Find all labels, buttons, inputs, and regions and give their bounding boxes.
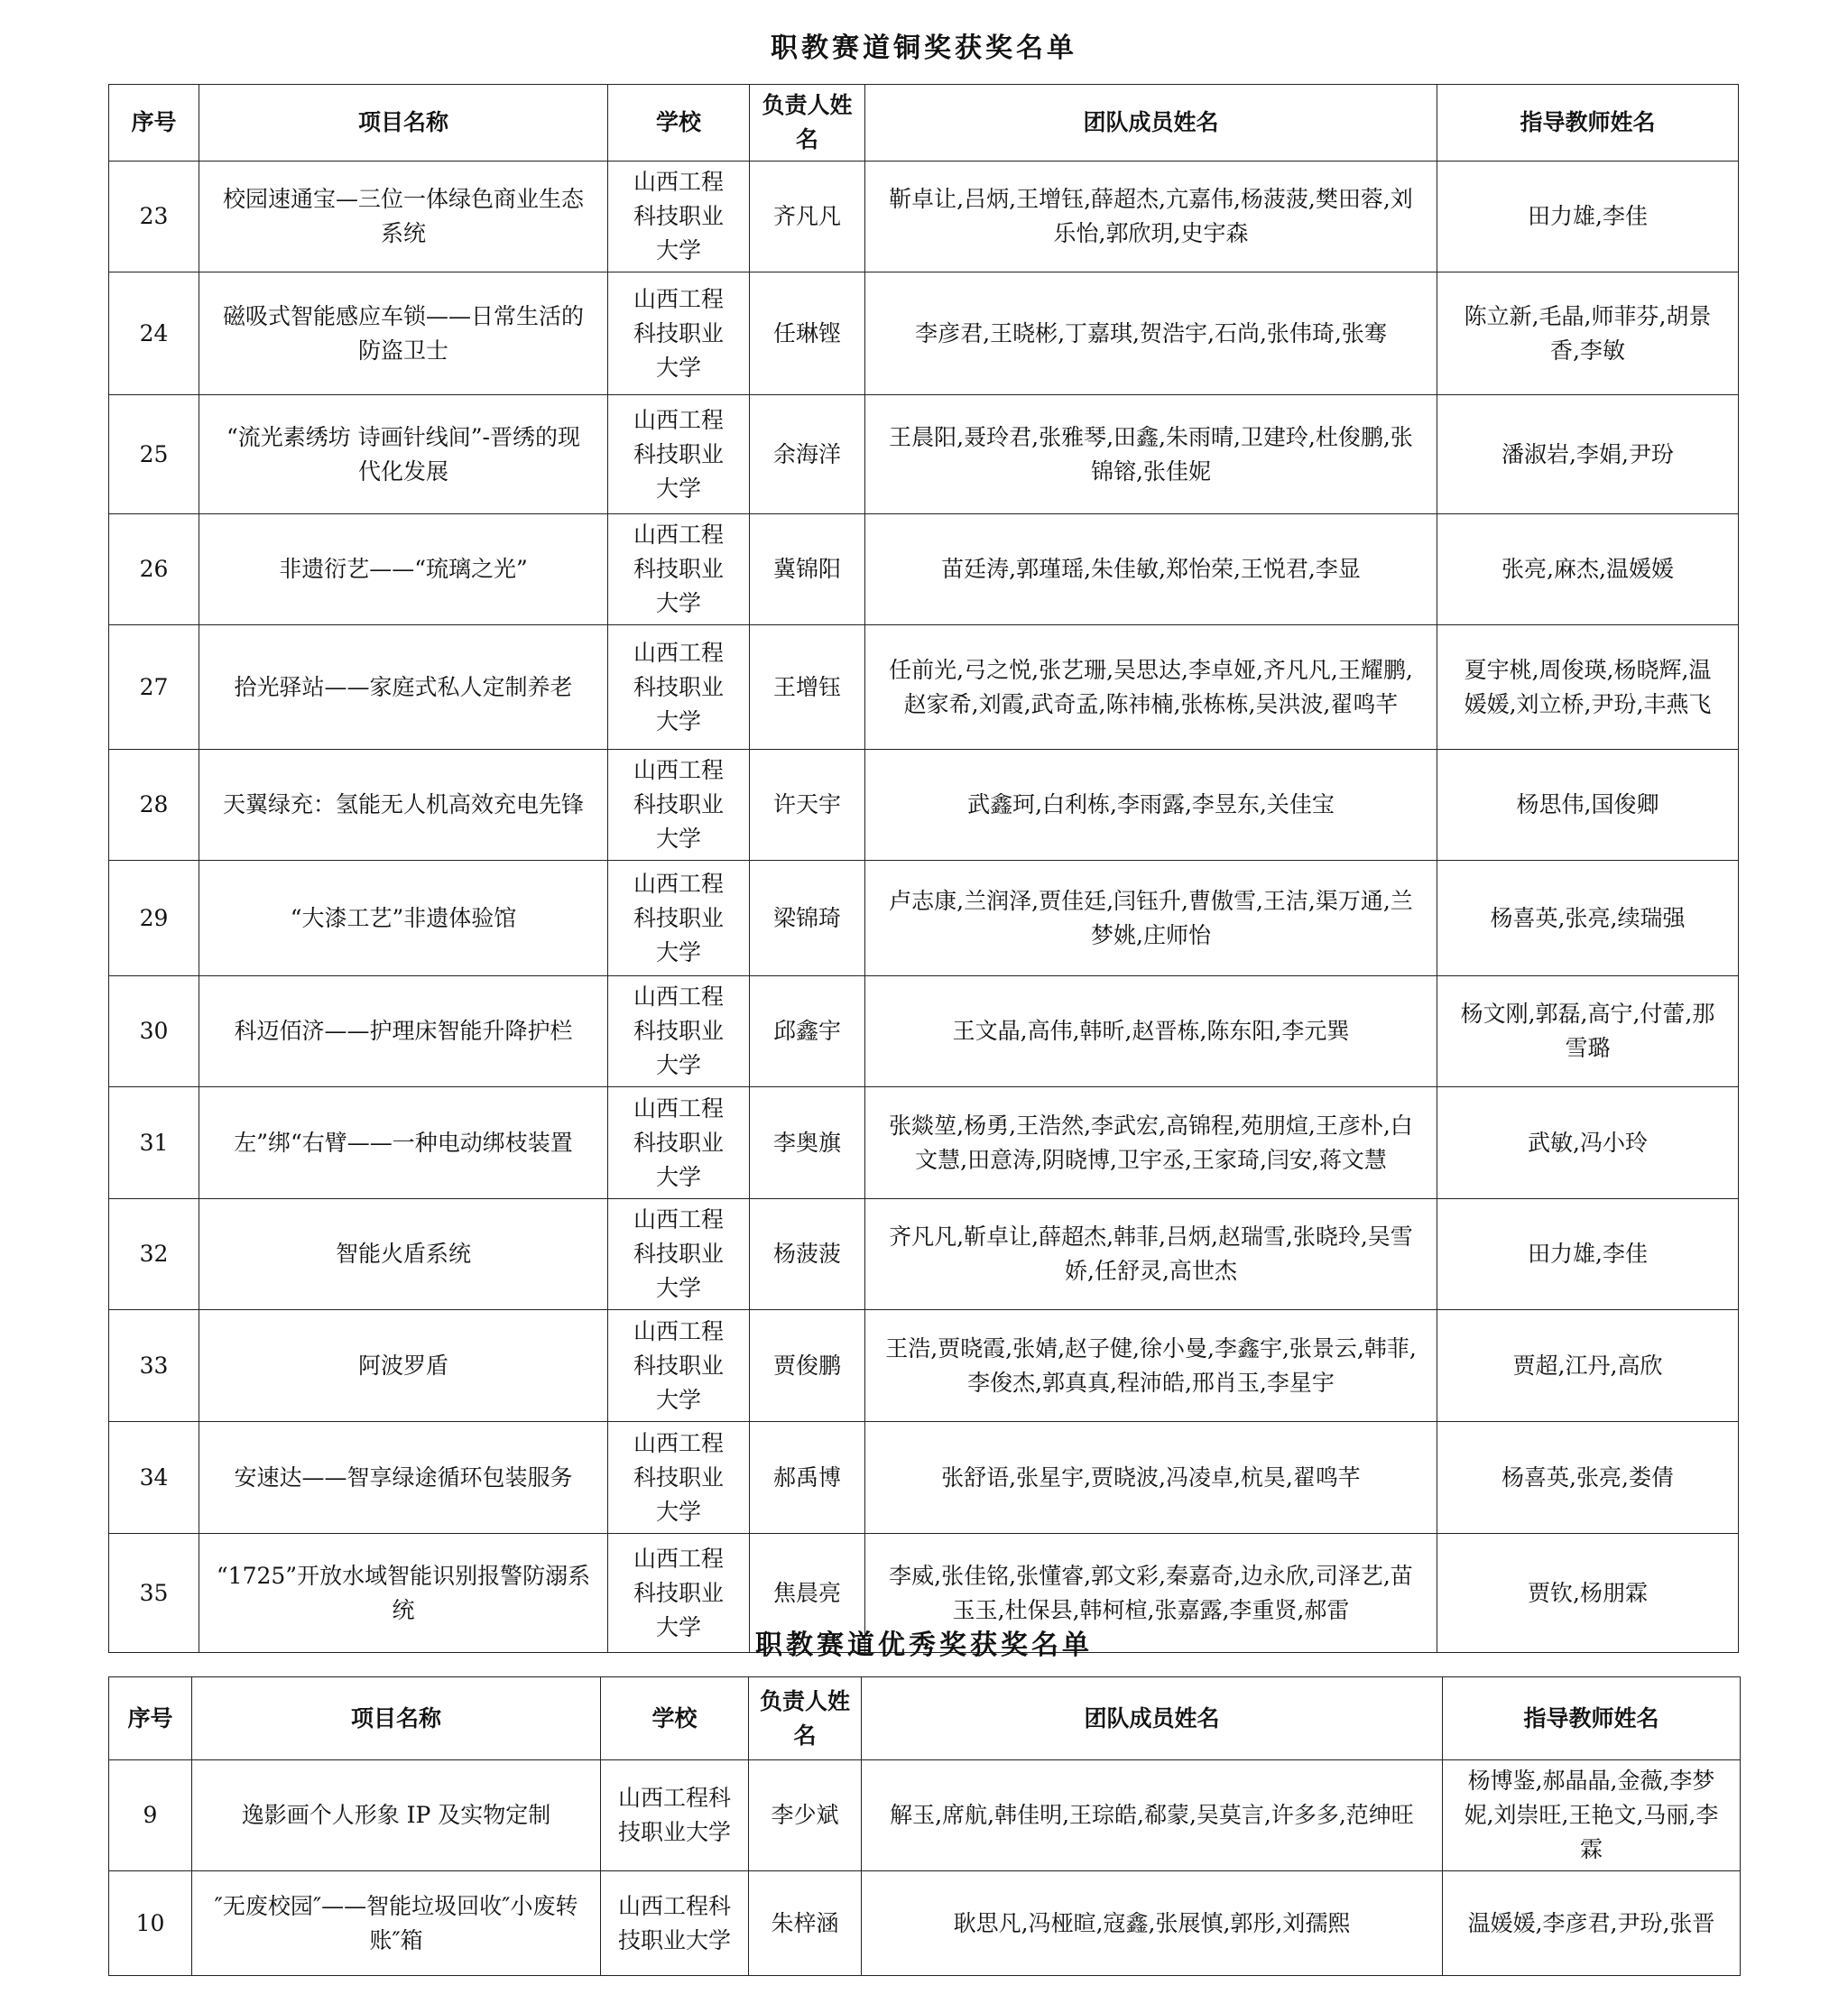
cell-no: 32 <box>109 1199 199 1310</box>
bronze-award-table <box>108 84 1739 1653</box>
cell-advisors: 杨文刚,郭磊,高宁,付蕾,那雪璐 <box>1437 976 1739 1087</box>
table-row <box>109 162 1739 272</box>
table-header-row <box>109 1677 1741 1760</box>
cell-no: 23 <box>109 162 199 272</box>
cell-leader: 邱鑫宇 <box>750 976 865 1087</box>
cell-no: 31 <box>109 1087 199 1199</box>
cell-leader: 梁锦琦 <box>750 861 865 976</box>
table-row <box>109 1760 1741 1871</box>
table-row <box>109 976 1739 1087</box>
table-row <box>109 861 1739 976</box>
cell-school: 山西工程科技职业大学 <box>608 861 750 976</box>
cell-school: 山西工程科技职业大学 <box>608 514 750 625</box>
cell-members: 王浩,贾晓霞,张婧,赵子健,徐小曼,李鑫宇,张景云,韩菲,李俊杰,郭真真,程沛皓,邢肖玉,李星宇 <box>865 1310 1437 1422</box>
cell-no: 27 <box>109 625 199 750</box>
cell-project: “1725”开放水域智能识别报警防溺系统 <box>199 1534 608 1653</box>
cell-members: 解玉,席航,韩佳明,王琮皓,郗蒙,吴莫言,许多多,范绅旺 <box>862 1760 1443 1871</box>
cell-school: 山西工程科技职业大学 <box>608 1534 750 1653</box>
cell-members: 武鑫珂,白利栋,李雨露,李昱东,关佳宝 <box>865 750 1437 861</box>
table-row <box>109 750 1739 861</box>
header-school: 学校 <box>608 85 750 162</box>
table-row <box>109 1871 1741 1976</box>
cell-no: 33 <box>109 1310 199 1422</box>
cell-no: 35 <box>109 1534 199 1653</box>
cell-project: “大漆工艺”非遗体验馆 <box>199 861 608 976</box>
cell-leader: 余海洋 <box>750 395 865 514</box>
cell-advisors: 夏宇桃,周俊瑛,杨晓辉,温媛媛,刘立桥,尹玢,丰燕飞 <box>1437 625 1739 750</box>
cell-advisors: 陈立新,毛晶,师菲芬,胡景香,李敏 <box>1437 272 1739 395</box>
table-row <box>109 395 1739 514</box>
cell-school: 山西工程科技职业大学 <box>608 162 750 272</box>
cell-leader: 李奥旗 <box>750 1087 865 1199</box>
cell-members: 靳卓让,吕炳,王增钰,薛超杰,亢嘉伟,杨菠菠,樊田蓉,刘乐怡,郭欣玥,史宇森 <box>865 162 1437 272</box>
cell-members: 任前光,弓之悦,张艺珊,吴思达,李卓娅,齐凡凡,王耀鹏,赵家希,刘霞,武奇孟,陈祎楠,张栋栋,吴洪波,翟鸣芊 <box>865 625 1437 750</box>
cell-school: 山西工程科技职业大学 <box>608 1087 750 1199</box>
cell-no: 26 <box>109 514 199 625</box>
cell-school: 山西工程科技职业大学 <box>601 1871 749 1976</box>
cell-members: 苗廷涛,郭瑾瑶,朱佳敏,郑怡荣,王悦君,李显 <box>865 514 1437 625</box>
cell-advisors: 张亮,麻杰,温媛媛 <box>1437 514 1739 625</box>
cell-school: 山西工程科技职业大学 <box>608 1422 750 1534</box>
cell-school: 山西工程科技职业大学 <box>608 976 750 1087</box>
cell-leader: 贾俊鹏 <box>750 1310 865 1422</box>
header-advisors: 指导教师姓名 <box>1443 1677 1741 1760</box>
table-row <box>109 1422 1739 1534</box>
cell-advisors: 贾超,江丹,高欣 <box>1437 1310 1739 1422</box>
cell-leader: 杨菠菠 <box>750 1199 865 1310</box>
cell-school: 山西工程科技职业大学 <box>608 625 750 750</box>
bronze-table-body <box>109 162 1739 1653</box>
cell-members: 齐凡凡,靳卓让,薛超杰,韩菲,吕炳,赵瑞雪,张晓玲,吴雪娇,任舒灵,高世杰 <box>865 1199 1437 1310</box>
cell-school: 山西工程科技职业大学 <box>608 750 750 861</box>
cell-school: 山西工程科技职业大学 <box>601 1760 749 1871</box>
cell-advisors: 田力雄,李佳 <box>1437 1199 1739 1310</box>
header-leader: 负责人姓名 <box>749 1677 862 1760</box>
cell-members: 张燚堃,杨勇,王浩然,李武宏,高锦程,苑朋煊,王彦朴,白文慧,田意涛,阴晓博,卫宇丞,王家琦,闫安,蒋文慧 <box>865 1087 1437 1199</box>
table-header-row <box>109 85 1739 162</box>
cell-advisors: 田力雄,李佳 <box>1437 162 1739 272</box>
cell-project: 左”绑“右臂——一种电动绑枝装置 <box>199 1087 608 1199</box>
cell-members: 李威,张佳铭,张懂睿,郭文彩,秦嘉奇,边永欣,司泽艺,苗玉玉,杜保县,韩柯楦,张嘉露,李重贤,郝雷 <box>865 1534 1437 1653</box>
cell-school: 山西工程科技职业大学 <box>608 395 750 514</box>
cell-members: 李彦君,王晓彬,丁嘉琪,贺浩宇,石尚,张伟琦,张骞 <box>865 272 1437 395</box>
table-row <box>109 272 1739 395</box>
table-row <box>109 1310 1739 1422</box>
cell-advisors: 贾钦,杨朋霖 <box>1437 1534 1739 1653</box>
cell-project: 拾光驿站——家庭式私人定制养老 <box>199 625 608 750</box>
header-leader: 负责人姓名 <box>750 85 865 162</box>
header-school: 学校 <box>601 1677 749 1760</box>
cell-project: 科迈佰济——护理床智能升降护栏 <box>199 976 608 1087</box>
table-row <box>109 625 1739 750</box>
cell-members: 王晨阳,聂玲君,张雅琴,田鑫,朱雨晴,卫建玲,杜俊鹏,张锦镕,张佳妮 <box>865 395 1437 514</box>
cell-leader: 李少斌 <box>749 1760 862 1871</box>
table-row <box>109 1199 1739 1310</box>
cell-project: ″无废校园″——智能垃圾回收″小废转账″箱 <box>192 1871 601 1976</box>
cell-project: 非遗衍艺——“琉璃之光” <box>199 514 608 625</box>
cell-leader: 郝禹博 <box>750 1422 865 1534</box>
cell-no: 29 <box>109 861 199 976</box>
cell-no: 10 <box>109 1871 192 1976</box>
header-project: 项目名称 <box>199 85 608 162</box>
cell-project: 校园速通宝—三位一体绿色商业生态系统 <box>199 162 608 272</box>
table-row <box>109 514 1739 625</box>
cell-advisors: 杨思伟,国俊卿 <box>1437 750 1739 861</box>
cell-leader: 许天宇 <box>750 750 865 861</box>
cell-no: 30 <box>109 976 199 1087</box>
cell-advisors: 武敏,冯小玲 <box>1437 1087 1739 1199</box>
cell-members: 卢志康,兰润泽,贾佳廷,闫钰升,曹傲雪,王洁,渠万通,兰梦姚,庄师怡 <box>865 861 1437 976</box>
cell-project: “流光素绣坊 诗画针线间”-晋绣的现代化发展 <box>199 395 608 514</box>
header-members: 团队成员姓名 <box>865 85 1437 162</box>
cell-advisors: 杨喜英,张亮,娄倩 <box>1437 1422 1739 1534</box>
cell-school: 山西工程科技职业大学 <box>608 1199 750 1310</box>
cell-no: 25 <box>109 395 199 514</box>
cell-school: 山西工程科技职业大学 <box>608 1310 750 1422</box>
excellent-table-body <box>109 1760 1741 1976</box>
header-no: 序号 <box>109 1677 192 1760</box>
cell-leader: 朱梓涵 <box>749 1871 862 1976</box>
cell-project: 磁吸式智能感应车锁——日常生活的防盗卫士 <box>199 272 608 395</box>
bronze-list-title: 职教赛道铜奖获奖名单 <box>771 32 1077 64</box>
header-project: 项目名称 <box>192 1677 601 1760</box>
cell-members: 张舒语,张星宇,贾晓波,冯凌卓,杭昊,翟鸣芊 <box>865 1422 1437 1534</box>
cell-leader: 焦晨亮 <box>750 1534 865 1653</box>
cell-no: 24 <box>109 272 199 395</box>
cell-project: 安速达——智享绿途循环包装服务 <box>199 1422 608 1534</box>
cell-no: 9 <box>109 1760 192 1871</box>
cell-leader: 冀锦阳 <box>750 514 865 625</box>
cell-no: 28 <box>109 750 199 861</box>
table-row <box>109 1087 1739 1199</box>
excellent-list-title: 职教赛道优秀奖获奖名单 <box>755 1630 1093 1661</box>
cell-school: 山西工程科技职业大学 <box>608 272 750 395</box>
cell-members: 耿思凡,冯桠暄,寇鑫,张展慎,郭彤,刘孺熙 <box>862 1871 1443 1976</box>
cell-advisors: 杨博鉴,郝晶晶,金薇,李梦妮,刘崇旺,王艳文,马丽,李霖 <box>1443 1760 1741 1871</box>
cell-leader: 任琳铿 <box>750 272 865 395</box>
cell-advisors: 杨喜英,张亮,续瑞强 <box>1437 861 1739 976</box>
excellent-award-table <box>108 1676 1741 1976</box>
cell-leader: 齐凡凡 <box>750 162 865 272</box>
cell-project: 智能火盾系统 <box>199 1199 608 1310</box>
cell-project: 阿波罗盾 <box>199 1310 608 1422</box>
header-advisors: 指导教师姓名 <box>1437 85 1739 162</box>
cell-leader: 王增钰 <box>750 625 865 750</box>
cell-no: 34 <box>109 1422 199 1534</box>
header-members: 团队成员姓名 <box>862 1677 1443 1760</box>
cell-advisors: 潘淑岩,李娟,尹玢 <box>1437 395 1739 514</box>
cell-advisors: 温媛媛,李彦君,尹玢,张晋 <box>1443 1871 1741 1976</box>
cell-project: 逸影画个人形象 IP 及实物定制 <box>192 1760 601 1871</box>
cell-project: 天翼绿充：氢能无人机高效充电先锋 <box>199 750 608 861</box>
header-no: 序号 <box>109 85 199 162</box>
cell-members: 王文晶,高伟,韩昕,赵晋栋,陈东阳,李元巽 <box>865 976 1437 1087</box>
